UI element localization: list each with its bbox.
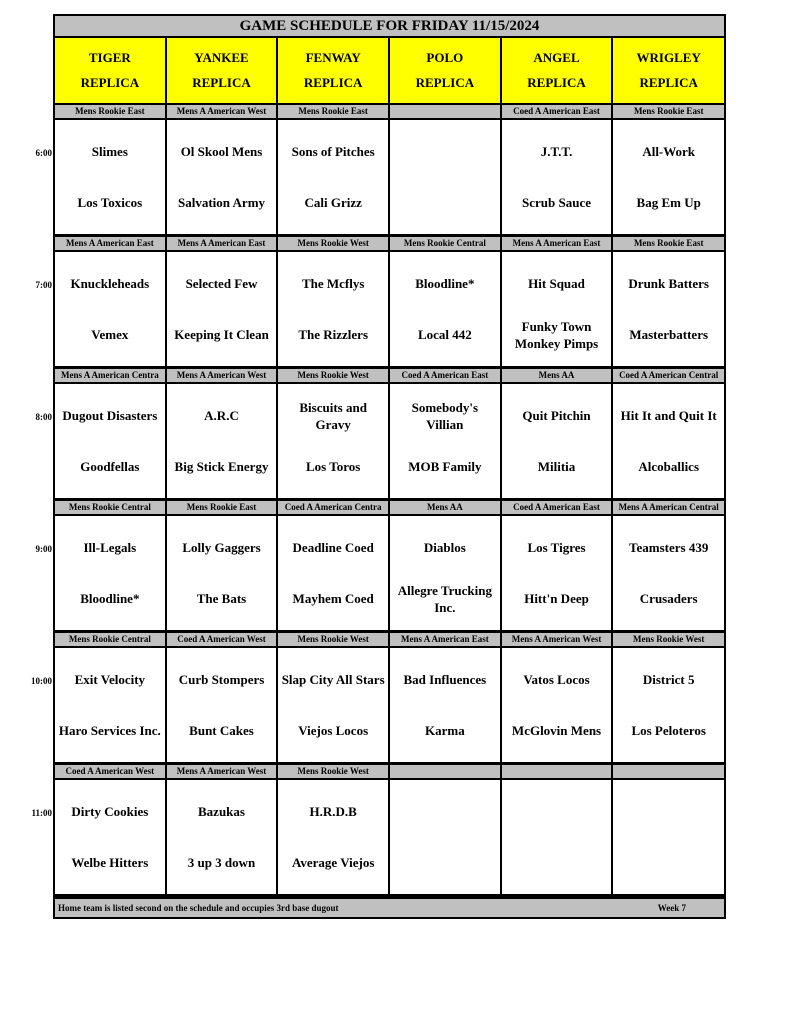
division-label: Mens Rookie East — [613, 237, 726, 250]
home-team: Haro Services Inc. — [58, 723, 161, 738]
away-team: Bazukas — [198, 804, 245, 819]
time-label: 8:00 — [35, 412, 52, 422]
home-team — [504, 846, 610, 880]
game-cell — [502, 648, 614, 762]
division-label: Mens A American West — [167, 105, 279, 118]
away-team: Dirty Cookies — [71, 804, 149, 819]
home-team: The Rizzlers — [298, 327, 369, 342]
away-team: Los Tigres — [527, 540, 586, 555]
home-team: Karma — [424, 723, 465, 738]
division-label: Mens Rookie West — [278, 237, 390, 250]
footer-note: Home team is listed second on the schedule and occupies 3rd base dugout — [58, 903, 339, 913]
game-slot-row — [31, 780, 726, 897]
division-row — [53, 105, 726, 120]
away-team: Exit Velocity — [74, 672, 146, 687]
away-team: Hit Squad — [528, 276, 585, 291]
game-cell — [390, 516, 502, 630]
game-cell — [167, 384, 279, 498]
division-label: Mens A American West — [502, 633, 614, 646]
game-cell — [390, 120, 502, 234]
away-team: Bloodline* — [415, 276, 475, 291]
schedule-title: GAME SCHEDULE FOR FRIDAY 11/15/2024 — [53, 14, 726, 38]
away-team — [615, 795, 722, 829]
home-team: Allegre Trucking Inc. — [397, 582, 492, 615]
home-team: McGlovin Mens — [511, 723, 602, 738]
division-label: Mens Rookie West — [278, 765, 390, 778]
division-row — [53, 369, 726, 384]
game-cell — [613, 648, 726, 762]
field-name: YANKEE — [194, 50, 249, 66]
home-team: Los Toxicos — [77, 195, 143, 210]
away-team: Curb Stompers — [178, 672, 265, 687]
field-sub: REPLICA — [80, 74, 140, 90]
home-team: Average Viejos — [291, 855, 375, 870]
home-team: Crusaders — [639, 591, 698, 606]
away-team: Hit It and Quit It — [620, 408, 717, 423]
field-wrigley — [613, 38, 726, 105]
away-team: Bad Influences — [403, 672, 487, 687]
game-cell — [613, 120, 726, 234]
division-label: Mens A American East — [502, 237, 614, 250]
game-cell — [613, 384, 726, 498]
schedule-footer — [53, 897, 726, 919]
home-team: Los Toros — [306, 459, 361, 474]
division-label: Coed A American Central — [613, 369, 726, 382]
home-team: Mayhem Coed — [292, 591, 374, 606]
game-cell — [278, 780, 390, 894]
division-label: Coed A American Centra — [278, 501, 390, 514]
game-cell — [278, 648, 390, 762]
away-team: Knuckleheads — [70, 276, 150, 291]
division-label: Mens Rookie West — [278, 369, 390, 382]
division-label: Mens AA — [502, 369, 614, 382]
division-label: Mens Rookie Central — [390, 237, 502, 250]
division-label: Coed A American West — [55, 765, 167, 778]
away-team: H.R.D.B — [309, 804, 357, 819]
game-cell — [502, 252, 614, 366]
home-team: Cali Grizz — [304, 195, 362, 210]
home-team: Funky Town Monkey Pimps — [514, 318, 599, 351]
division-label: Mens Rookie West — [613, 633, 726, 646]
division-label: Mens A American East — [55, 237, 167, 250]
game-cell — [390, 384, 502, 498]
home-team: The Bats — [196, 591, 247, 606]
away-team: A.R.C — [204, 408, 239, 423]
time-slots — [31, 105, 726, 897]
home-team: Bloodline* — [80, 591, 140, 606]
division-label — [390, 765, 502, 778]
away-team — [392, 795, 498, 829]
home-team: Alcoballics — [638, 459, 700, 474]
field-yankee — [167, 38, 279, 105]
game-cell — [278, 252, 390, 366]
division-label: Coed A American East — [502, 105, 614, 118]
division-label: Mens Rookie East — [613, 105, 726, 118]
game-slot-row — [35, 516, 726, 633]
division-label: Mens A American Centra — [55, 369, 167, 382]
field-name: FENWAY — [305, 50, 361, 66]
field-name: POLO — [426, 50, 464, 66]
away-team: Somebody's Villian — [411, 399, 479, 432]
home-team — [615, 846, 722, 880]
away-team: Dugout Disasters — [62, 408, 158, 423]
time-label: 7:00 — [35, 280, 52, 290]
away-team: The Mcflys — [301, 276, 365, 291]
home-team: Viejos Locos — [298, 723, 369, 738]
home-team: Welbe Hitters — [71, 855, 149, 870]
game-cell — [55, 120, 167, 234]
division-label — [390, 105, 502, 118]
division-label: Coed A American East — [502, 501, 614, 514]
away-team: Ill-Legals — [83, 540, 137, 555]
away-team: Teamsters 439 — [629, 540, 709, 555]
game-cell — [167, 516, 279, 630]
field-name: ANGEL — [533, 50, 580, 66]
away-team: Ol Skool Mens — [180, 144, 263, 159]
division-label: Mens A American West — [167, 369, 279, 382]
home-team: Goodfellas — [80, 459, 140, 474]
game-cell — [167, 120, 279, 234]
division-row — [53, 633, 726, 648]
division-row — [53, 501, 726, 516]
division-label: Coed A American East — [390, 369, 502, 382]
game-cell — [390, 780, 502, 894]
home-team: Militia — [537, 459, 576, 474]
game-cell — [55, 384, 167, 498]
field-sub: REPLICA — [639, 74, 698, 90]
time-label: 10:00 — [31, 676, 52, 686]
away-team: Drunk Batters — [628, 276, 709, 291]
game-cell — [502, 780, 614, 894]
home-team: Scrub Sauce — [522, 195, 592, 210]
game-cell — [55, 780, 167, 894]
field-angel — [502, 38, 614, 105]
division-row — [53, 765, 726, 780]
field-sub: REPLICA — [192, 74, 251, 90]
division-label: Mens Rookie Central — [55, 501, 167, 514]
division-label: Mens A American East — [167, 237, 279, 250]
division-label: Mens Rookie Central — [55, 633, 167, 646]
division-row — [53, 237, 726, 252]
game-cell — [55, 252, 167, 366]
game-cell — [167, 780, 279, 894]
home-team: Keeping It Clean — [174, 327, 269, 342]
away-team: District 5 — [642, 672, 695, 687]
game-slot-row — [31, 648, 726, 765]
division-label: Mens Rookie East — [167, 501, 279, 514]
home-team: MOB Family — [408, 459, 482, 474]
away-team: Biscuits and Gravy — [299, 399, 367, 432]
time-label: 6:00 — [35, 148, 52, 158]
home-team: Big Stick Energy — [174, 459, 269, 474]
game-cell — [502, 120, 614, 234]
home-team: Masterbatters — [629, 327, 709, 342]
away-team: J.T.T. — [540, 144, 573, 159]
game-cell — [278, 120, 390, 234]
away-team: Quit Pitchin — [522, 408, 591, 423]
time-label: 11:00 — [31, 808, 52, 818]
away-team: Diablos — [423, 540, 466, 555]
game-cell — [167, 252, 279, 366]
away-team: Deadline Coed — [292, 540, 374, 555]
game-cell — [390, 648, 502, 762]
game-cell — [502, 516, 614, 630]
away-team: Slimes — [91, 144, 128, 159]
division-label: Mens AA — [390, 501, 502, 514]
schedule-sheet — [31, 14, 726, 919]
field-polo — [390, 38, 502, 105]
field-sub: REPLICA — [415, 74, 475, 90]
division-label: Mens A American East — [390, 633, 502, 646]
division-label: Mens A American Central — [613, 501, 726, 514]
game-cell — [55, 648, 167, 762]
time-label: 9:00 — [35, 544, 52, 554]
home-team: Bunt Cakes — [189, 723, 254, 738]
division-label: Mens Rookie East — [55, 105, 167, 118]
game-slot-row — [35, 252, 726, 369]
game-slot-row — [35, 120, 726, 237]
division-label: Mens Rookie East — [278, 105, 390, 118]
away-team: Selected Few — [185, 276, 258, 291]
game-cell — [390, 252, 502, 366]
field-name: TIGER — [88, 50, 131, 66]
game-cell — [613, 516, 726, 630]
division-label: Mens A American West — [167, 765, 279, 778]
field-sub: REPLICA — [303, 74, 363, 90]
field-name: WRIGLEY — [636, 50, 701, 66]
field-tiger — [55, 38, 167, 105]
away-team: Slap City All Stars — [281, 672, 385, 687]
game-cell — [278, 384, 390, 498]
division-label: Mens Rookie West — [278, 633, 390, 646]
away-team: Sons of Pitches — [291, 144, 375, 159]
field-sub: REPLICA — [527, 74, 586, 90]
division-label — [502, 765, 614, 778]
home-team: Los Peloteros — [631, 723, 706, 738]
away-team — [504, 795, 610, 829]
game-cell — [613, 252, 726, 366]
home-team: Vemex — [91, 327, 129, 342]
home-team: Bag Em Up — [636, 195, 701, 210]
division-label — [613, 765, 726, 778]
game-slot-row — [35, 384, 726, 501]
home-team: Local 442 — [417, 327, 472, 342]
away-team: Vatos Locos — [523, 672, 590, 687]
week-label: Week 7 — [657, 903, 686, 913]
home-team: 3 up 3 down — [187, 855, 256, 870]
field-fenway — [278, 38, 390, 105]
division-label: Coed A American West — [167, 633, 279, 646]
away-team: All-Work — [642, 144, 696, 159]
game-cell — [278, 516, 390, 630]
game-cell — [55, 516, 167, 630]
game-cell — [502, 384, 614, 498]
home-team: Salvation Army — [177, 195, 266, 210]
game-cell — [613, 780, 726, 894]
away-team: Lolly Gaggers — [182, 540, 261, 555]
field-header-row — [53, 38, 726, 105]
home-team — [392, 846, 498, 880]
away-team — [392, 135, 498, 169]
home-team: Hitt'n Deep — [524, 591, 589, 606]
home-team — [392, 186, 498, 220]
game-cell — [167, 648, 279, 762]
